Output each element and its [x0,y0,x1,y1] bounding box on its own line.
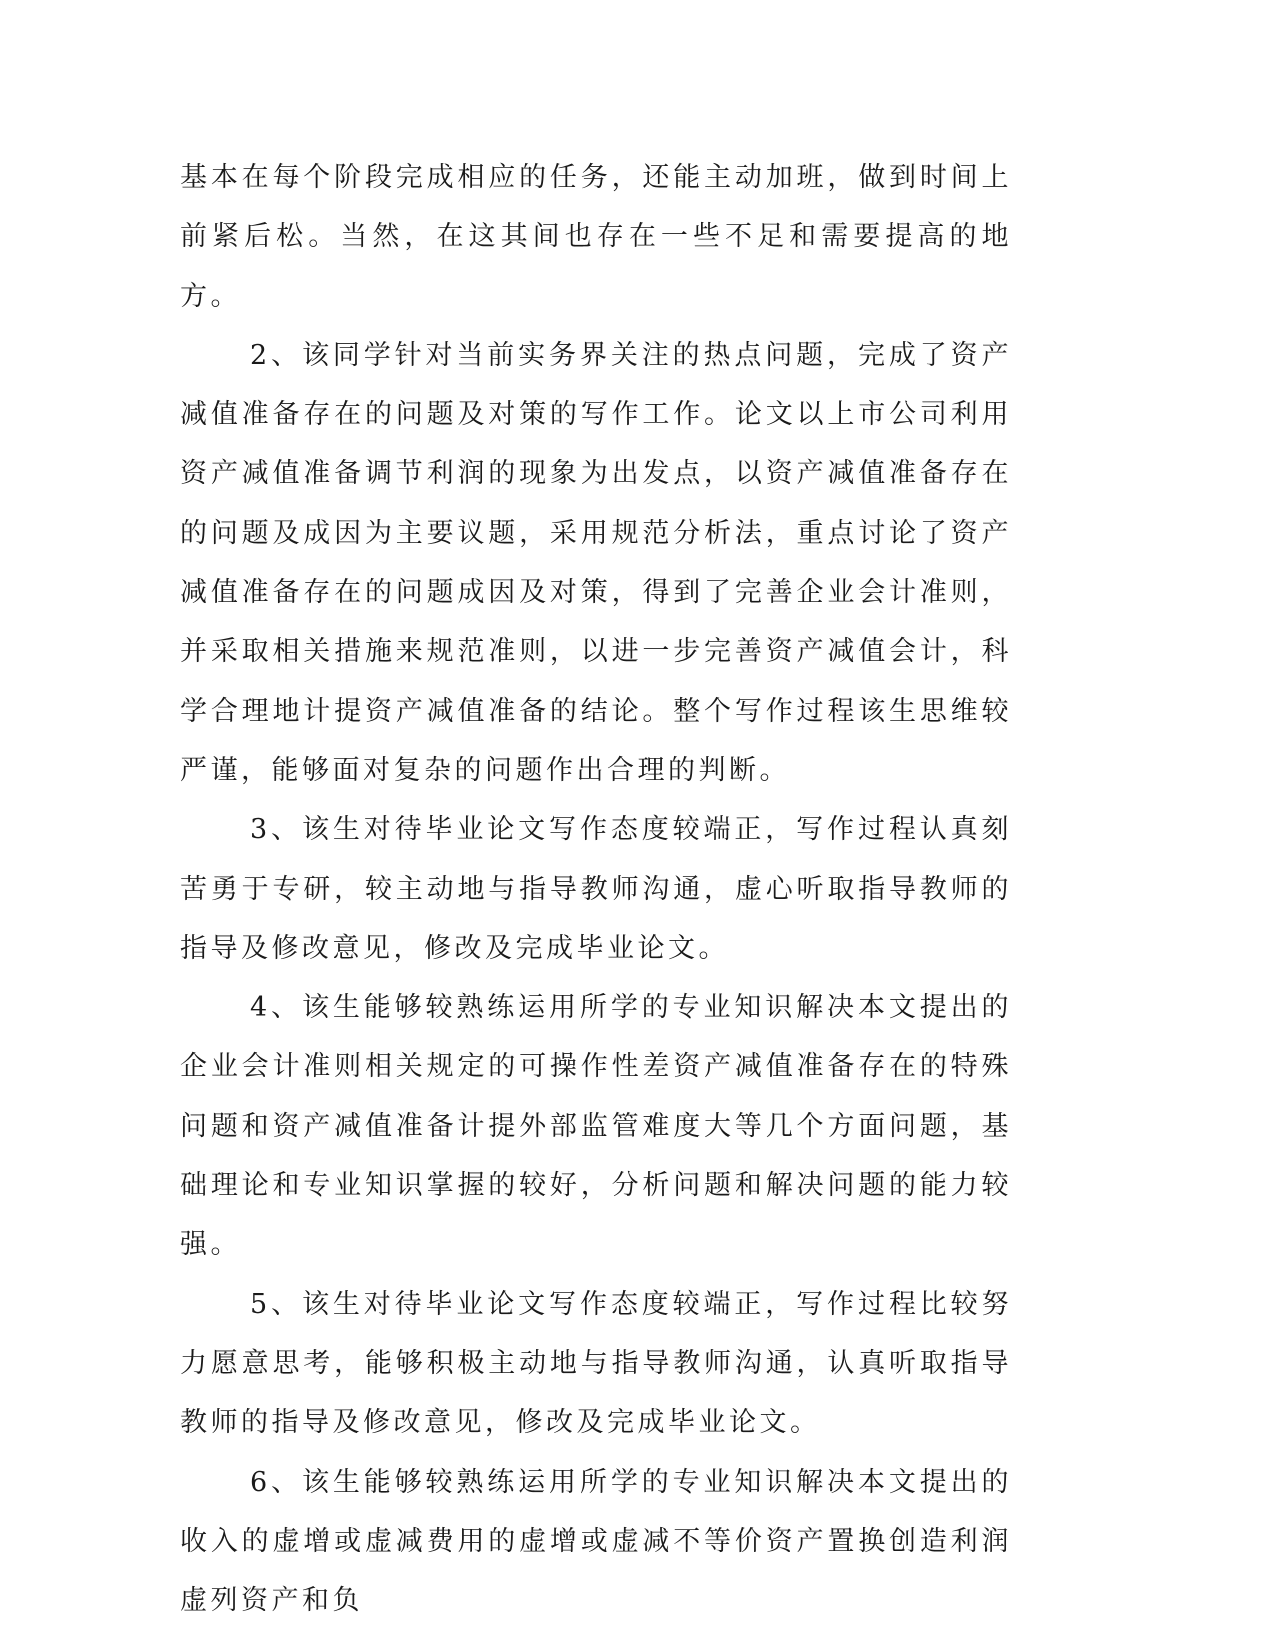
paragraph-item-3: 3、该生对待毕业论文写作态度较端正，写作过程认真刻苦勇于专研，较主动地与指导教师沟通，虚心听取指导教师的指导及修改意见，修改及完成毕业论文。 [180,814,1012,964]
paragraph-item-4: 4、该生能够较熟练运用所学的专业知识解决本文提出的企业会计准则相关规定的可操作性差资产减值准备存在的特殊问题和资产减值准备计提外部监管难度大等几个方面问题，基础理论和专业知识掌握的较好，分析问题和解决问题的能力较强。 [180,992,1012,1261]
paragraph-item-5: 5、该生对待毕业论文写作态度较端正，写作过程比较努力愿意思考，能够积极主动地与指导教师沟通，认真听取指导教师的指导及修改意见，修改及完成毕业论文。 [180,1288,1012,1439]
paragraph-item-2: 2、该同学针对当前实务界关注的热点问题，完成了资产减值准备存在的问题及对策的写作工作。论文以上市公司利用资产减值准备调节利润的现象为出发点，以资产减值准备存在的问题及成因为主要议题，采用规范分析法，重点讨论了资产减值准备存在的问题成因及对策，得到了完善企业会计准则，并采取相关措施来规范准则，以进一步完善资产减值会计，科学合理地计提资产减值准备的结论。整个写作过程该生思维较严谨，能够面对复杂的问题作出合理的判断。 [180,339,1012,786]
document-body [180,148,1012,1630]
paragraph-item-6: 6、该生能够较熟练运用所学的专业知识解决本文提出的收入的虚增或虚减费用的虚增或虚减不等价资产置换创造利润虚列资产和负 [180,1466,1012,1617]
paragraph-continuation: 基本在每个阶段完成相应的任务，还能主动加班，做到时间上前紧后松。当然，在这其间也存在一些不足和需要提高的地方。 [180,162,1012,312]
